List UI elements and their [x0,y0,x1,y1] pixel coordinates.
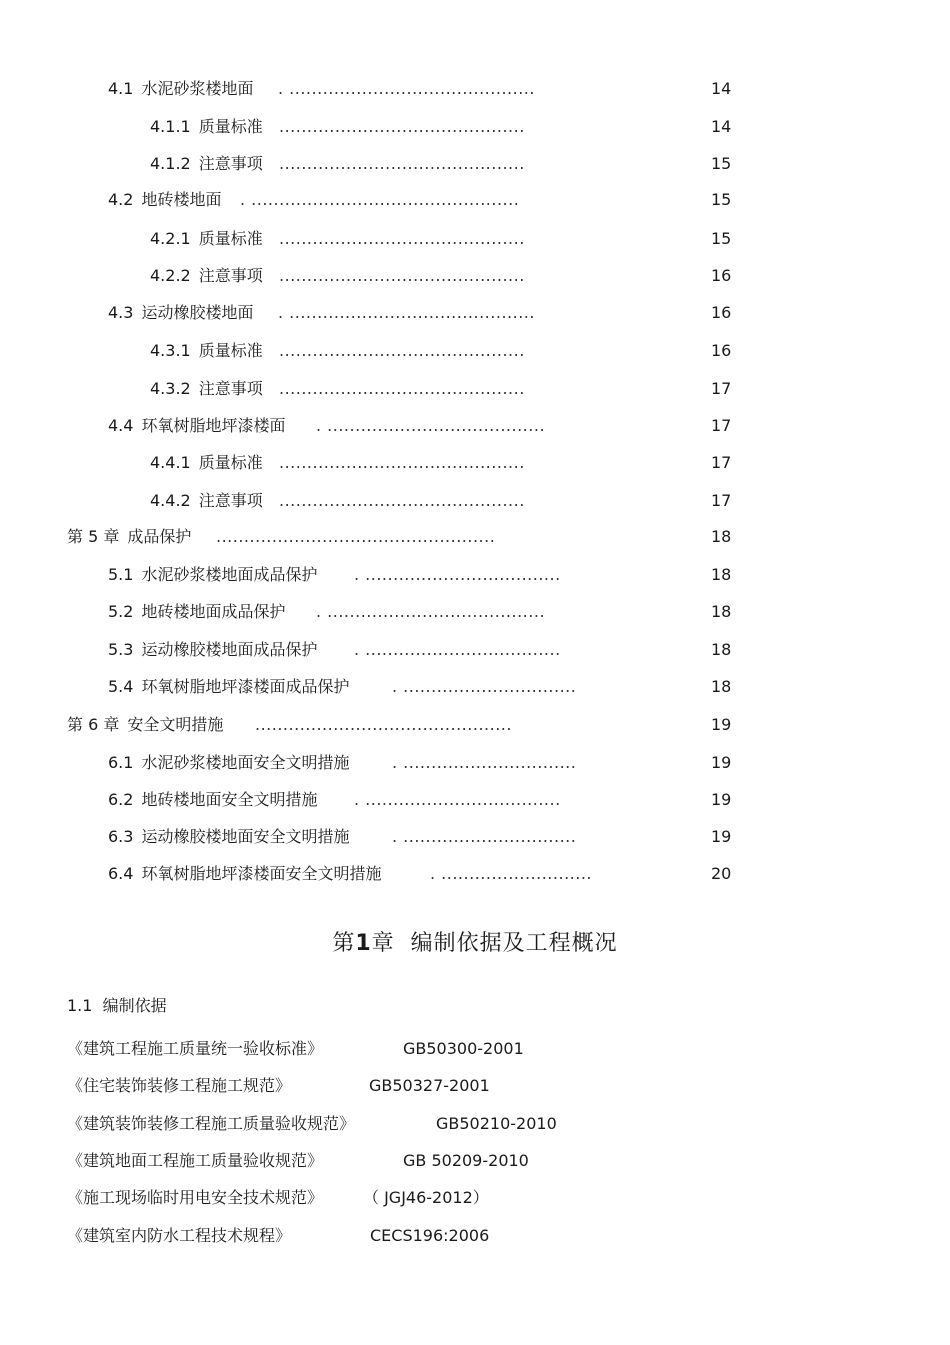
toc-entry[interactable] [108,675,577,699]
toc-entry-title: 环氧树脂地坪漆楼面安全文明措施 [141,864,382,883]
chapter-suffix: 章 [371,931,395,956]
toc-entry-title: 环氧树脂地坪漆楼面成品保护 [141,677,350,696]
toc-page-number: 19 [711,753,732,772]
toc-leader-dots: . ................................................ [240,190,520,209]
toc-leader-dots: . ............................... [392,753,577,772]
toc-entry[interactable] [108,638,561,662]
reference-name: 《建筑工程施工质量统一验收标准》 [67,1039,324,1058]
toc-entry-number: 4.3.1 [150,341,191,360]
toc-leader-dots: ............................................ [279,491,525,510]
toc-entry-title: 运动橡胶楼地面成品保护 [141,640,318,659]
toc-entry-number: 4.3 [108,303,134,322]
toc-entry-title: 地砖楼地面成品保护 [141,602,286,621]
toc-leader-dots: . ............................................ [278,79,535,98]
toc-entry-number: 4.4.1 [150,453,191,472]
reference-item [67,1186,767,1210]
toc-leader-dots: ............................................ [279,229,525,248]
toc-entry-number: 4.2.1 [150,229,191,248]
toc-entry-title: 运动橡胶楼地面安全文明措施 [141,827,350,846]
toc-entry[interactable] [108,563,561,587]
toc-entry[interactable] [108,77,535,101]
reference-name: 《施工现场临时用电安全技术规范》 [67,1188,324,1207]
reference-item [67,1074,767,1098]
toc-leader-dots: ............................................ [279,379,525,398]
toc-entry-title: 注意事项 [198,379,263,398]
toc-page-number: 15 [711,154,732,173]
toc-entry-number: 4.1.1 [150,117,191,136]
toc-leader-dots: ............................................ [279,266,525,285]
toc-page-number: 16 [711,303,732,322]
toc-leader-dots: .............................................. [255,715,512,734]
toc-entry-title: 质量标准 [198,229,263,248]
toc-entry-title: 水泥砂浆楼地面安全文明措施 [141,753,350,772]
chapter-heading [0,926,950,957]
toc-entry[interactable] [67,525,496,549]
toc-page-number: 18 [711,527,732,546]
toc-entry-number: 6.1 [108,753,134,772]
toc-page-number: 17 [711,491,732,510]
toc-entry[interactable] [150,115,525,139]
toc-entry[interactable] [108,751,577,775]
toc-entry-title: 成品保护 [127,527,192,546]
toc-entry-title: 质量标准 [198,341,263,360]
toc-page-number: 15 [711,229,732,248]
reference-code: GB50210-2010 [436,1114,557,1133]
toc-leader-dots: . ................................... [354,790,561,809]
toc-entry[interactable] [150,489,525,513]
toc-entry[interactable] [150,227,525,251]
toc-entry[interactable] [150,152,525,176]
toc-page-number: 17 [711,416,732,435]
toc-leader-dots: . ................................... [354,640,561,659]
reference-code: （ JGJ46-2012） [363,1188,489,1207]
toc-leader-dots: . ....................................... [316,416,546,435]
toc-entry-title: 注意事项 [198,491,263,510]
reference-item [67,1037,767,1061]
toc-page-number: 15 [711,190,732,209]
toc-entry[interactable] [150,339,525,363]
toc-entry-number: 4.1.2 [150,154,191,173]
toc-entry-title: 注意事项 [198,266,263,285]
chapter-prefix: 第 [332,931,356,956]
toc-entry-title: 环氧树脂地坪漆楼面 [141,416,286,435]
reference-code: GB50300-2001 [403,1039,524,1058]
toc-entry-title: 注意事项 [198,154,263,173]
toc-entry-title: 水泥砂浆楼地面成品保护 [141,565,318,584]
toc-entry-number: 4.4 [108,416,134,435]
toc-entry-title: 安全文明措施 [127,715,224,734]
reference-name: 《建筑室内防水工程技术规程》 [67,1226,292,1245]
toc-page-number: 18 [711,640,732,659]
toc-page-number: 19 [711,827,732,846]
toc-entry-title: 地砖楼地面安全文明措施 [141,790,318,809]
toc-entry-number: 4.2.2 [150,266,191,285]
toc-entry-number: 6.3 [108,827,134,846]
toc-entry-number: 6.4 [108,864,134,883]
reference-code: GB50327-2001 [369,1076,490,1095]
toc-page-number: 18 [711,677,732,696]
toc-entry[interactable] [150,264,525,288]
toc-page-number: 18 [711,565,732,584]
reference-name: 《建筑装饰装修工程施工质量验收规范》 [67,1114,356,1133]
reference-code: CECS196:2006 [370,1226,490,1245]
toc-page-number: 20 [711,864,732,883]
section-number: 1.1 [67,996,93,1015]
toc-entry[interactable] [150,451,525,475]
toc-leader-dots: . ................................... [354,565,561,584]
toc-entry[interactable] [108,301,535,325]
toc-page-number: 16 [711,341,732,360]
toc-leader-dots: . ............................................ [278,303,535,322]
toc-entry-number: 5.3 [108,640,134,659]
toc-entry-number: 5.4 [108,677,134,696]
toc-entry-number: 5.1 [108,565,134,584]
toc-leader-dots: .................................................. [216,527,496,546]
reference-name: 《建筑地面工程施工质量验收规范》 [67,1151,324,1170]
toc-page-number: 14 [711,79,732,98]
toc-entry[interactable] [108,825,577,849]
toc-entry-number: 4.2 [108,190,134,209]
toc-entry[interactable] [108,600,546,624]
toc-entry-number: 4.1 [108,79,134,98]
toc-entry-number: 6.2 [108,790,134,809]
reference-item [67,1224,767,1248]
toc-entry-title: 质量标准 [198,453,263,472]
toc-entry-title: 地砖楼地面 [141,190,222,209]
toc-page-number: 14 [711,117,732,136]
toc-entry[interactable] [108,414,546,438]
reference-item [67,1149,767,1173]
toc-page-number: 19 [711,790,732,809]
toc-entry[interactable] [108,788,561,812]
toc-leader-dots: ............................................ [279,154,525,173]
toc-leader-dots: ............................................ [279,341,525,360]
toc-page-number: 16 [711,266,732,285]
section-heading [67,993,167,1016]
toc-entry-number: 第 6 章 [67,715,120,734]
toc-leader-dots: . ....................................... [316,602,546,621]
toc-entry-number: 5.2 [108,602,134,621]
toc-leader-dots: ............................................ [279,117,525,136]
toc-leader-dots: ............................................ [279,453,525,472]
toc-entry-title: 质量标准 [198,117,263,136]
reference-name: 《住宅装饰装修工程施工规范》 [67,1076,292,1095]
toc-entry-number: 4.3.2 [150,379,191,398]
toc-entry[interactable] [108,188,520,212]
toc-page-number: 18 [711,602,732,621]
toc-entry[interactable] [67,713,512,737]
reference-code: GB 50209-2010 [403,1151,529,1170]
toc-page-number: 17 [711,379,732,398]
chapter-number: 1 [355,931,372,956]
toc-entry[interactable] [150,377,525,401]
toc-entry-number: 4.4.2 [150,491,191,510]
toc-leader-dots: . ............................... [392,677,577,696]
toc-page-number: 17 [711,453,732,472]
toc-entry-number: 第 5 章 [67,527,120,546]
toc-entry[interactable] [108,862,592,886]
toc-entry-title: 运动橡胶楼地面 [141,303,254,322]
toc-page-number: 19 [711,715,732,734]
chapter-title-text: 编制依据及工程概况 [410,931,618,956]
toc-leader-dots: . ........................... [430,864,592,883]
reference-item [67,1112,767,1136]
section-title: 编制依据 [102,996,167,1015]
toc-entry-title: 水泥砂浆楼地面 [141,79,254,98]
toc-leader-dots: . ............................... [392,827,577,846]
